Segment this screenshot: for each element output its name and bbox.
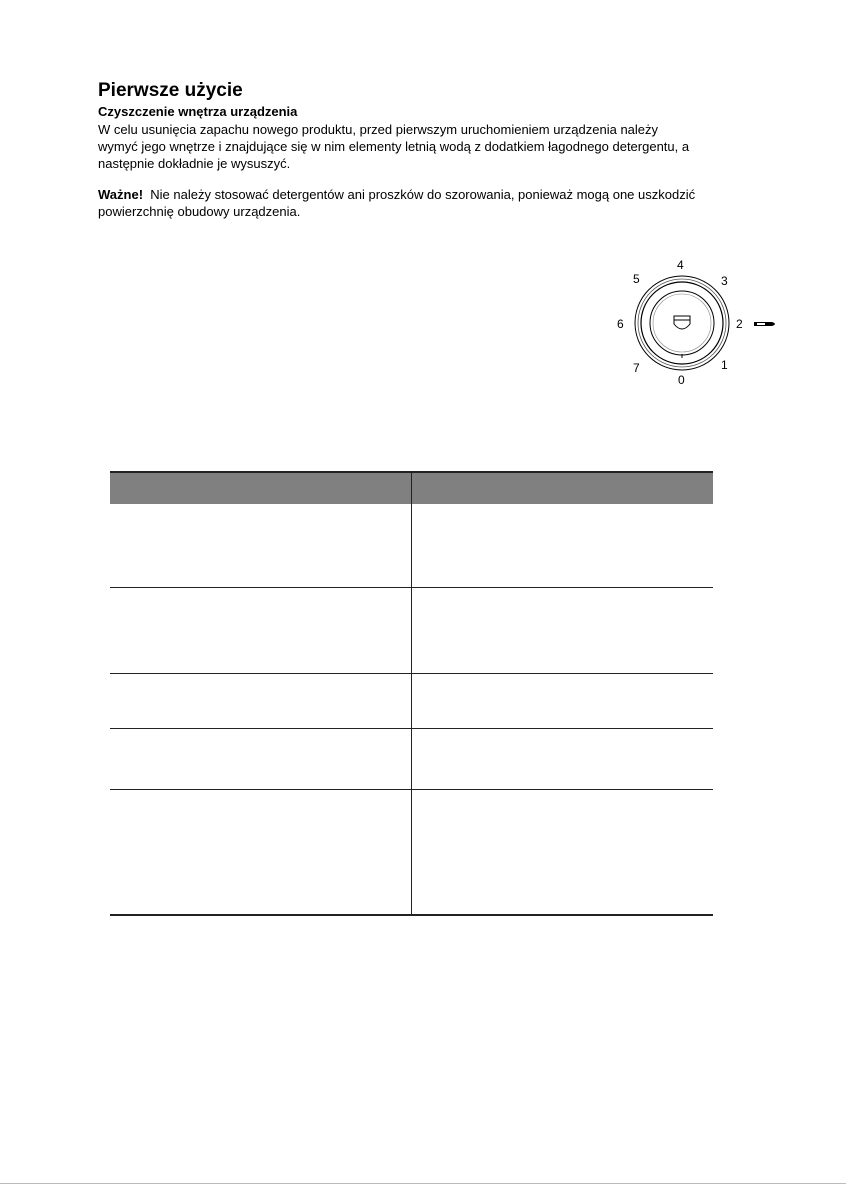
table-header-cell — [412, 472, 714, 504]
dial-label-2: 2 — [736, 317, 743, 331]
warning-line — [98, 186, 748, 203]
table-row — [110, 587, 713, 673]
settings-table-wrapper — [110, 471, 713, 916]
table-cell — [110, 504, 412, 587]
dial-label-6: 6 — [617, 317, 624, 331]
dial-label-1: 1 — [721, 358, 728, 372]
dial-label-0: 0 — [678, 373, 685, 387]
table-cell — [110, 587, 412, 673]
pointer-icon — [754, 322, 775, 326]
warning-line-2: powierzchnię obudowy urządzenia. — [98, 204, 301, 219]
page-title: Pierwsze użycie — [98, 80, 243, 101]
section-heading: Czyszczenie wnętrza urządzenia — [98, 104, 298, 119]
table-row — [110, 789, 713, 915]
table-cell — [412, 673, 714, 728]
dial-center-ring — [650, 291, 714, 355]
table-header-row — [110, 472, 713, 504]
dial-label-5: 5 — [633, 272, 640, 286]
thermostat-dial — [608, 252, 788, 402]
page-bottom-rule — [0, 1183, 846, 1184]
paragraph-line: W celu usunięcia zapachu nowego produktu, przed pierwszym uruchomieniem urządzenia należy — [98, 122, 659, 137]
table-cell — [110, 673, 412, 728]
table-row — [110, 504, 713, 587]
warning-paragraph — [98, 186, 748, 220]
table-cell — [110, 728, 412, 789]
dial-center-inner — [653, 294, 711, 352]
dial-label-4: 4 — [677, 258, 684, 272]
table-cell — [412, 504, 714, 587]
dial-middle-ring — [638, 279, 726, 367]
paragraph-line: następnie dokładnie je wysuszyć. — [98, 156, 291, 171]
table-header-cell — [110, 472, 412, 504]
table-cell — [110, 789, 412, 915]
table-cell — [412, 789, 714, 915]
dial-label-7: 7 — [633, 361, 640, 375]
dial-grip-icon — [674, 316, 690, 329]
warning-text: Nie należy stosować detergentów ani proszków do szorowania, ponieważ mogą one uszkodzić — [143, 187, 696, 202]
table-row — [110, 673, 713, 728]
warning-label: Ważne! — [98, 187, 144, 202]
table-cell — [412, 587, 714, 673]
paragraph-line: wymyć jego wnętrze i znajdujące się w nim elementy letnią wodą z dodatkiem łagodnego detergentu, a — [98, 139, 690, 154]
table-cell — [412, 728, 714, 789]
settings-table — [110, 471, 713, 916]
cleaning-paragraph — [98, 121, 748, 172]
dial-label-3: 3 — [721, 274, 728, 288]
table-row — [110, 728, 713, 789]
